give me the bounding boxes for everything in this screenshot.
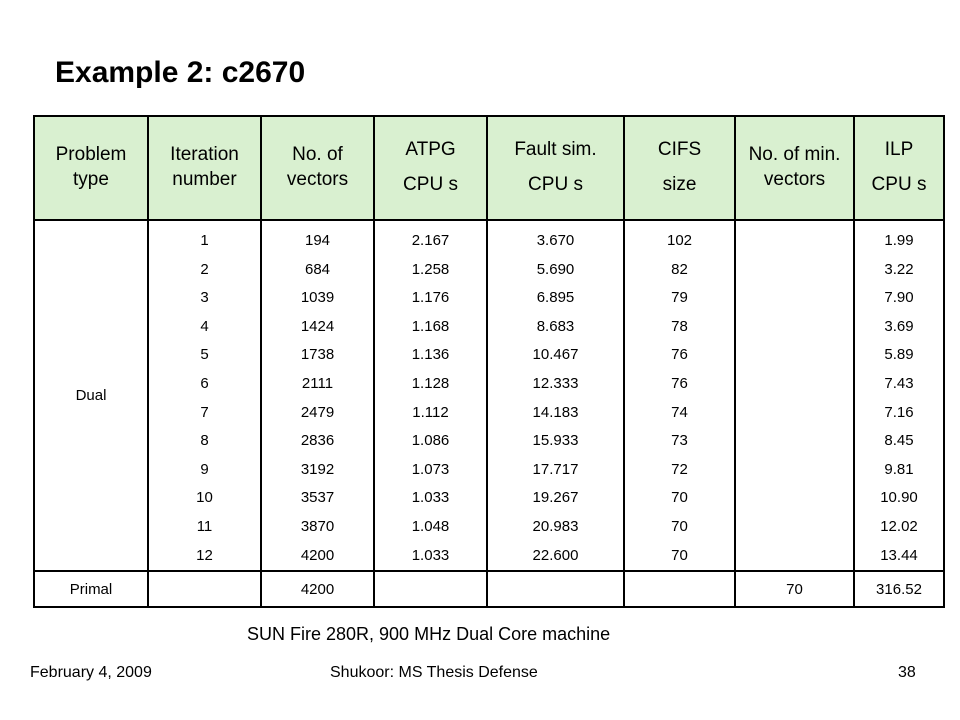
- table-cell-value: 3.670: [536, 232, 575, 249]
- table-cell-value: 76: [671, 346, 688, 364]
- table-cell-value: 9.81: [884, 460, 914, 478]
- table-cell-value: 2479: [300, 403, 335, 421]
- table-cell-value: 5.690: [536, 260, 575, 278]
- header-iteration-number: Iteration number: [148, 116, 261, 220]
- cell-primal-vectors: 4200: [261, 571, 374, 607]
- cell-primal-min-vectors: 70: [735, 571, 854, 607]
- table-cell-value: 3870: [300, 517, 335, 535]
- table-cell-value: 7.90: [884, 289, 914, 307]
- cell-problem-type-dual: Dual: [34, 220, 148, 571]
- table-cell-value: 3537: [300, 489, 335, 507]
- table-cell-value: 1: [200, 232, 209, 249]
- table-cell-value: 19.267: [532, 489, 579, 507]
- table-cell-value: 17.717: [532, 460, 579, 478]
- table-cell-value: 3: [200, 289, 209, 307]
- table-cell-value: 2836: [300, 432, 335, 450]
- table-cell-value: 10: [196, 489, 213, 507]
- table-cell-value: 1.168: [411, 317, 450, 335]
- table-cell-value: 6.895: [536, 289, 575, 307]
- table-cell-value: 1.112: [412, 403, 449, 421]
- table-cell-value: 11: [196, 517, 213, 535]
- header-atpg-cpu: ATPG CPU s: [374, 116, 487, 220]
- table-cell-value: 82: [671, 260, 688, 278]
- footer-page-number: 38: [898, 664, 916, 681]
- table-cell-value: 10.90: [880, 489, 918, 507]
- table-row-dual: [34, 220, 944, 571]
- table-cell-value: 7.16: [884, 403, 914, 421]
- table-cell-value: 12: [196, 546, 213, 564]
- table-cell-value: 20.983: [532, 517, 579, 535]
- table-cell-value: 1039: [300, 289, 335, 307]
- cell-iteration-list: [148, 220, 261, 571]
- cell-primal-iteration: [148, 571, 261, 607]
- table-cell-value: 14.183: [532, 403, 579, 421]
- cell-cifs-size-list: [624, 220, 735, 571]
- cell-min-vectors-list: [735, 220, 854, 571]
- table-cell-value: 6: [200, 374, 209, 392]
- table-cell-value: 22.600: [532, 546, 579, 564]
- table-cell-value: 1.073: [411, 460, 450, 478]
- slide-title: Example 2: c2670: [55, 56, 306, 89]
- table-cell-value: 1.176: [411, 289, 450, 307]
- table-cell-value: 2.167: [411, 232, 450, 249]
- header-no-of-vectors: No. of vectors: [261, 116, 374, 220]
- table-cell-value: 8.683: [536, 317, 575, 335]
- table-cell-value: 4200: [300, 546, 335, 564]
- cell-problem-type-primal: Primal: [34, 571, 148, 607]
- footer-presentation-title: Shukoor: MS Thesis Defense: [330, 664, 538, 681]
- table-cell-value: 684: [304, 260, 331, 278]
- header-row: [34, 116, 944, 220]
- table-cell-value: 72: [671, 460, 688, 478]
- cell-primal-faultsim-cpu: [487, 571, 624, 607]
- table-row-primal: [34, 571, 944, 607]
- table-cell-value: 12.02: [880, 517, 918, 535]
- footer-date: February 4, 2009: [30, 664, 152, 681]
- table-cell-value: 7: [200, 403, 209, 421]
- table-cell-value: 73: [671, 432, 688, 450]
- header-fault-sim-cpu: Fault sim. CPU s: [487, 116, 624, 220]
- cell-primal-cifs-size: [624, 571, 735, 607]
- table-cell-value: 1424: [300, 317, 335, 335]
- cell-primal-atpg-cpu: [374, 571, 487, 607]
- table-cell-value: 3192: [300, 460, 335, 478]
- table-cell-value: 1.128: [411, 374, 450, 392]
- table-cell-value: 3.69: [884, 317, 914, 335]
- table-cell-value: 8.45: [884, 432, 914, 450]
- table-cell-value: 15.933: [532, 432, 579, 450]
- header-problem-type: Problem type: [34, 116, 148, 220]
- machine-caption: SUN Fire 280R, 900 MHz Dual Core machine: [247, 624, 611, 644]
- cell-faultsim-cpu-list: [487, 220, 624, 571]
- table-cell-value: 1.033: [411, 546, 450, 564]
- table-cell-value: 1.048: [411, 517, 450, 535]
- cell-primal-ilp-cpu: 316.52: [854, 571, 944, 607]
- table-cell-value: 70: [671, 546, 688, 564]
- table-cell-value: 5: [200, 346, 209, 364]
- table-cell-value: 76: [671, 374, 688, 392]
- table-cell-value: 70: [671, 489, 688, 507]
- table-cell-value: 2: [200, 260, 209, 278]
- table-cell-value: 70: [671, 517, 688, 535]
- table-cell-value: 1.258: [411, 260, 450, 278]
- table-cell-value: 74: [671, 403, 688, 421]
- table-cell-value: 9: [200, 460, 209, 478]
- table-cell-value: 1.99: [884, 232, 914, 249]
- table-cell-value: 1.136: [411, 346, 450, 364]
- cell-vectors-list: [261, 220, 374, 571]
- results-table: [33, 115, 945, 608]
- table-cell-value: 1738: [300, 346, 335, 364]
- table-cell-value: 79: [671, 289, 688, 307]
- table-cell-value: 5.89: [884, 346, 914, 364]
- table-cell-value: 7.43: [884, 374, 914, 392]
- cell-atpg-cpu-list: [374, 220, 487, 571]
- cell-ilp-cpu-list: [854, 220, 944, 571]
- table-cell-value: 13.44: [880, 546, 918, 564]
- table-cell-value: 102: [666, 232, 693, 249]
- header-ilp-cpu: ILP CPU s: [854, 116, 944, 220]
- table-cell-value: 3.22: [884, 260, 914, 278]
- table-cell-value: 4: [200, 317, 209, 335]
- table-cell-value: 10.467: [532, 346, 579, 364]
- header-cifs-size: CIFS size: [624, 116, 735, 220]
- table-cell-value: 2111: [301, 374, 334, 392]
- table-cell-value: 12.333: [532, 374, 579, 392]
- table-cell-value: 1.033: [411, 489, 450, 507]
- header-no-of-min-vectors: No. of min. vectors: [735, 116, 854, 220]
- table-cell-value: 8: [200, 432, 209, 450]
- table-cell-value: 194: [304, 232, 331, 249]
- table-cell-value: 78: [671, 317, 688, 335]
- table-cell-value: 1.086: [411, 432, 450, 450]
